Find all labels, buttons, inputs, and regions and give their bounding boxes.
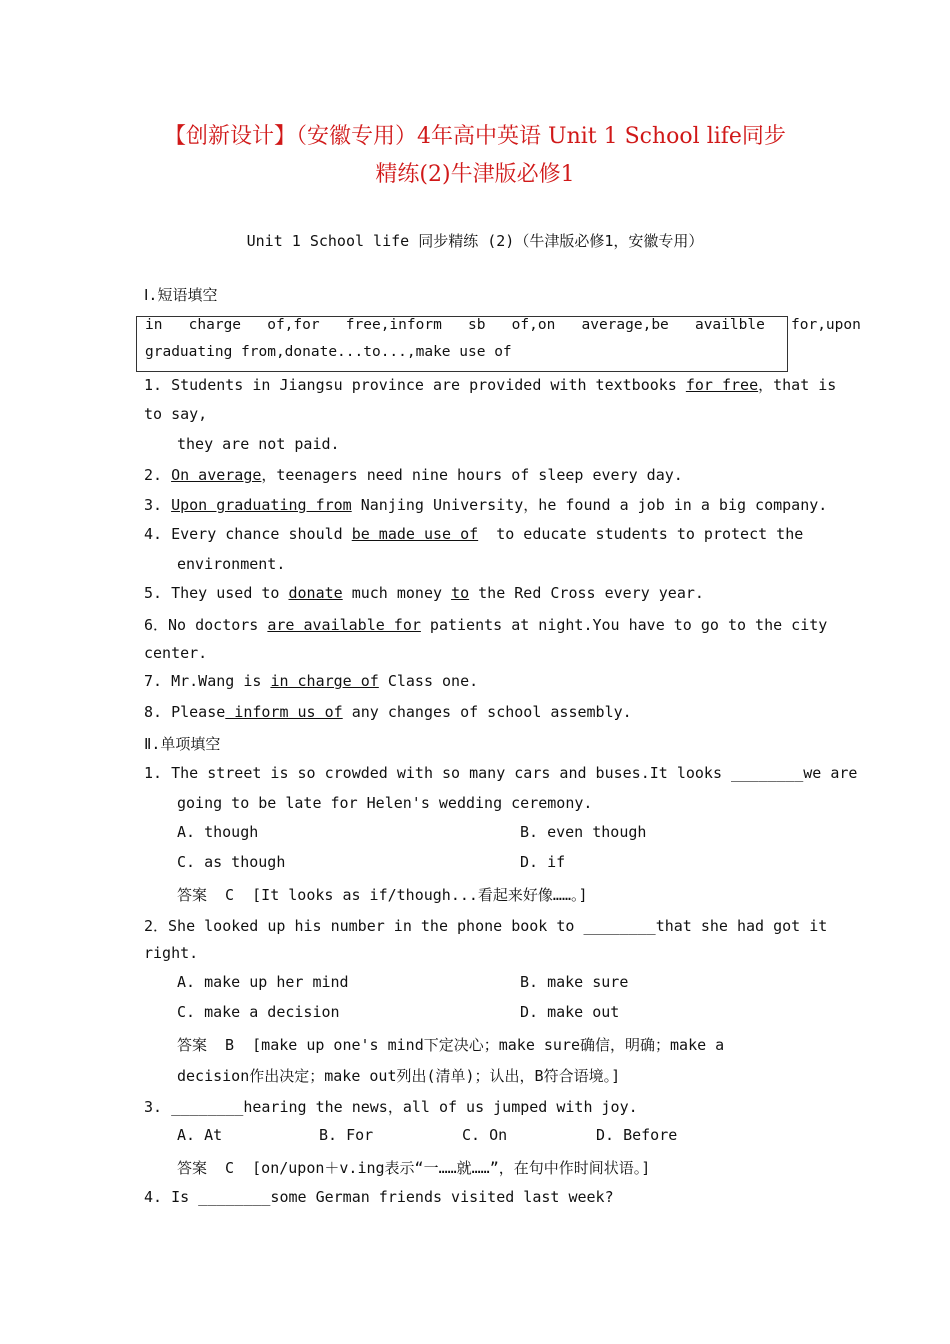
q3-answer: 答案 C [on/upon＋v.ing表示“一……就……”，在句中作时间状语。] (177, 1159, 651, 1177)
q1-option-c: C. as though (177, 853, 286, 871)
q3-option-c: C. On (462, 1126, 508, 1144)
phrase-item-6-cont: center. (144, 644, 208, 662)
q2-option-a: A. make up her mind (177, 973, 349, 991)
answer-blank: inform us of (225, 703, 343, 721)
phrase-item-4-cont: environment. (177, 555, 286, 573)
phrase-item-2: 2. On average，teenagers need nine hours of sleep every day. (144, 466, 683, 484)
answer-blank: be made use of (351, 525, 479, 543)
q2-option-c: C. make a decision (177, 1003, 340, 1021)
answer-blank: donate (288, 584, 343, 602)
question-1: 1. The street is so crowded with so many cars and buses.It looks ________we are (144, 764, 858, 782)
question-1-cont: going to be late for Helen's wedding ceremony. (177, 794, 593, 812)
q2-option-d: D. make out (520, 1003, 620, 1021)
phrase-item-1: 1. Students in Jiangsu province are provided with textbooks for free，that is (144, 376, 837, 394)
phrase-item-3: 3. Upon graduating from Nanjing University，he found a job in a big company. (144, 496, 828, 514)
q3-option-b: B. For (319, 1126, 374, 1144)
phrase-item-5: 5. They used to donate much money to the Red Cross every year. (144, 584, 704, 602)
q1-option-a: A. though (177, 823, 259, 841)
phrase-item-4: 4. Every chance should be made use of to educate students to protect the (144, 525, 804, 543)
question-2-cont: right. (144, 944, 199, 962)
q2-answer-cont: decision作出决定；make out列出(清单)；认出，B符合语境。] (177, 1067, 621, 1085)
phrase-item-6: 6．No doctors are available for patients at night.You have to go to the city (144, 616, 828, 634)
question-4: 4. Is ________some German friends visited last week? (144, 1188, 614, 1206)
phrase-box (136, 316, 861, 372)
q1-answer: 答案 C [It looks as if/though...看起来好像……。] (177, 886, 588, 904)
answer-blank: are available for (267, 616, 421, 634)
q3-option-a: A. At (177, 1126, 223, 1144)
phrase-box-line-1: in charge of,for free,inform sb of,on average,be availble for,upon (145, 317, 861, 333)
q1-option-d: D. if (520, 853, 566, 871)
phrase-box-line-2: graduating from,donate...to...,make use of (145, 344, 512, 360)
section-heading-phrases: Ⅰ.短语填空 (144, 286, 218, 304)
q2-option-b: B. make sure (520, 973, 629, 991)
answer-blank: in charge of (270, 672, 379, 690)
answer-blank: On average (171, 466, 262, 484)
document-subtitle: Unit 1 School life 同步精练 (2)（牛津版必修1，安徽专用） (246, 232, 704, 250)
question-3: 3. ________hearing the news，all of us jumped with joy. (144, 1098, 638, 1116)
phrase-item-1-cont2: they are not paid. (177, 435, 340, 453)
question-2: 2．She looked up his number in the phone book to ________that she had got it (144, 917, 828, 935)
section-heading-choice: Ⅱ.单项填空 (144, 735, 221, 753)
phrase-item-7: 7. Mr.Wang is in charge of Class one. (144, 672, 479, 690)
answer-blank: for free (685, 376, 759, 394)
answer-blank: Upon graduating from (171, 496, 352, 514)
title-line-2: 精练(2)牛津版必修1 (375, 162, 575, 187)
document-title (60, 118, 890, 194)
answer-blank: to (451, 584, 470, 602)
q1-option-b: B. even though (520, 823, 647, 841)
phrase-item-1-cont: to say, (144, 405, 208, 423)
q3-option-d: D. Before (596, 1126, 678, 1144)
phrase-item-8: 8. Please inform us of any changes of school assembly. (144, 703, 632, 721)
q2-answer: 答案 B [make up one's mind下定决心；make sure确信，明确；make a (177, 1036, 725, 1054)
title-line-1: 【创新设计】（安徽专用）4年高中英语 Unit 1 School life同步 (164, 124, 786, 149)
